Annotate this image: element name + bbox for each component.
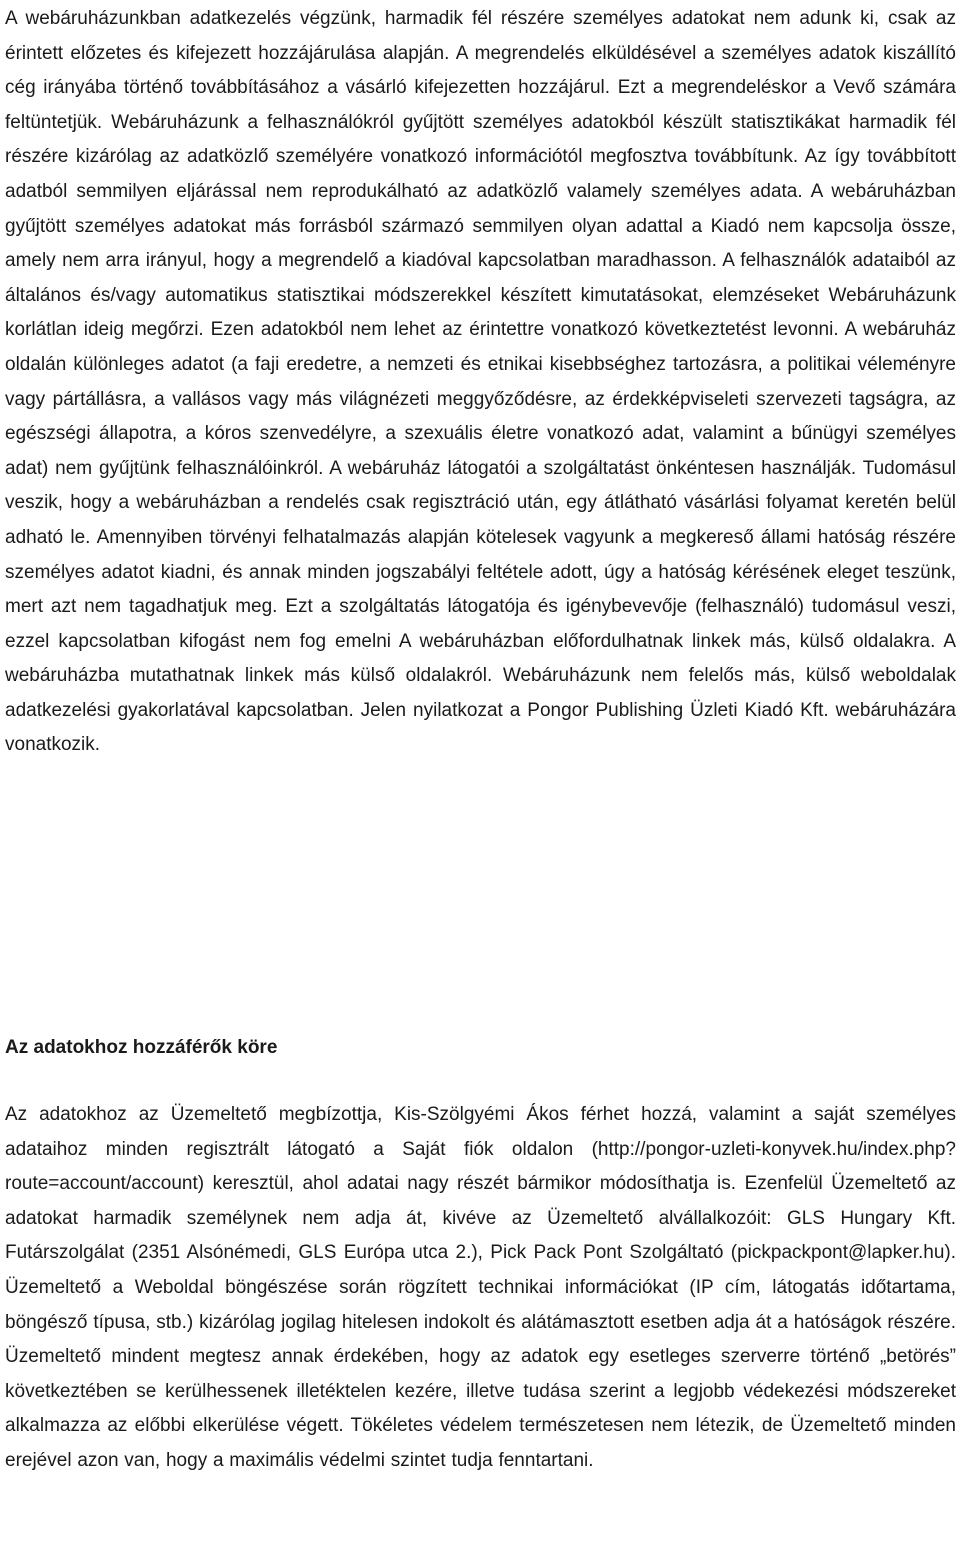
section-heading: Az adatokhoz hozzáférők köre <box>5 1037 278 1058</box>
privacy-paragraph: A webáruházunkban adatkezelés végzünk, harmadik fél részére személyes adatokat nem adunk ki, csak az érintett előzetes és kifejezett hozzájárulása alapján. A megrendelés elküldésével a személyes adatok kiszállító cég irányába történő továbbításához a vásárló kifejezetten hozzájárul. Ezt a megrendeléskor a Vevő számára feltüntetjük. Webáruházunk a felhasználókról gyűjtött személyes adatokból készült statisztikákat harmadik fél részére kizárólag az adatközlő személyére vonatkozó információtól megfosztva továbbítunk. Az így továbbított adatból semmilyen eljárással nem reprodukálható az adatközlő valamely személyes adata. A webáruházban gyűjtött személyes adatokat más forrásból származó semmilyen olyan adattal a Kiadó nem kapcsolja össze, amely nem arra irányul, hogy a megrendelő a kiadóval kapcsolatban maradhasson. A felhasználók adataiból az általános és/vagy automatikus statisztikai módszerekkel készített kimutatásokat, elemzéseket Webáruházunk korlátlan ideig megőrzi. Ezen adatokból nem lehet az érintettre vonatkozó következtetést levonni. A webáruház oldalán különleges adatot (a faji eredetre, a nemzeti és etnikai kisebbséghez tartozásra, a politikai véleményre vagy pártállásra, a vallásos vagy más világnézeti meggyőződésre, az érdekképviseleti szervezeti tagságra, az egészségi állapotra, a kóros szenvedélyre, a szexuális életre vonatkozó adat, valamint a bűnügyi személyes adat) nem gyűjtünk felhasználóinkról. A webáruház látogatói a szolgáltatást önkéntesen használják. Tudomásul veszik, hogy a webáruházban a rendelés csak regisztráció után, egy átlátható vásárlási folyamat keretén belül adható le. Amennyiben törvényi felhatalmazás alapján kötelesek vagyunk a megkereső állami hatóság részére személyes adatot kiadni, és annak minden jogszabályi feltétele adott, úgy a hatóság kérésének eleget teszünk, mert azt nem tagadhatjuk meg. Ezt a szolgáltatás látogatója és igénybevevője (felhasználó) tudomásul veszi, ezzel kapcsolatban kifogást nem fog emelni A webáruházban előfordulhatnak linkek más, külső oldalakra. A webáruházba mutathatnak linkek más külső oldalakról. Webáruházunk nem felelős más, külső weboldalak adatkezelési gyakorlatával kapcsolatban. Jelen nyilatkozat a Pongor Publishing Üzleti Kiadó Kft. webáruházára vonatkozik. <box>5 8 956 756</box>
data-access-paragraph: Az adatokhoz az Üzemeltető megbízottja, Kis-Szölgyémi Ákos férhet hozzá, valamint a saját személyes adataihoz minden regisztrált látogató a Saját fiók oldalon (http://pongor-uzleti-konyvek.hu/index.php?route=account/account) keresztül, ahol adatai nagy részét bármikor módosíthatja is. Ezenfelül Üzemeltető az adatokat harmadik személynek nem adja át, kivéve az Üzemeltető alvállalkozóit: GLS Hungary Kft. Futárszolgálat (2351 Alsónémedi, GLS Európa utca 2.), Pick Pack Pont Szolgáltató (pickpackpont@lapker.hu). Üzemeltető a Weboldal böngészése során rögzített technikai információkat (IP cím, látogatás időtartama, böngésző típusa, stb.) kizárólag jogilag hitelesen indokolt és alátámasztott esetben adja át a hatóságok részére. Üzemeltető mindent megtesz annak érdekében, hogy az adatok egy esetleges szerverre történő „betörés” következtében se kerülhessenek illetéktelen kezére, illetve tudása szerint a legjobb védekezési módszereket alkalmazza az előbbi elkerülése végett. Tökéletes védelem természetesen nem létezik, de Üzemeltető minden erejével azon van, hogy a maximális védelmi szintet tudja fenntartani. <box>5 1104 956 1471</box>
